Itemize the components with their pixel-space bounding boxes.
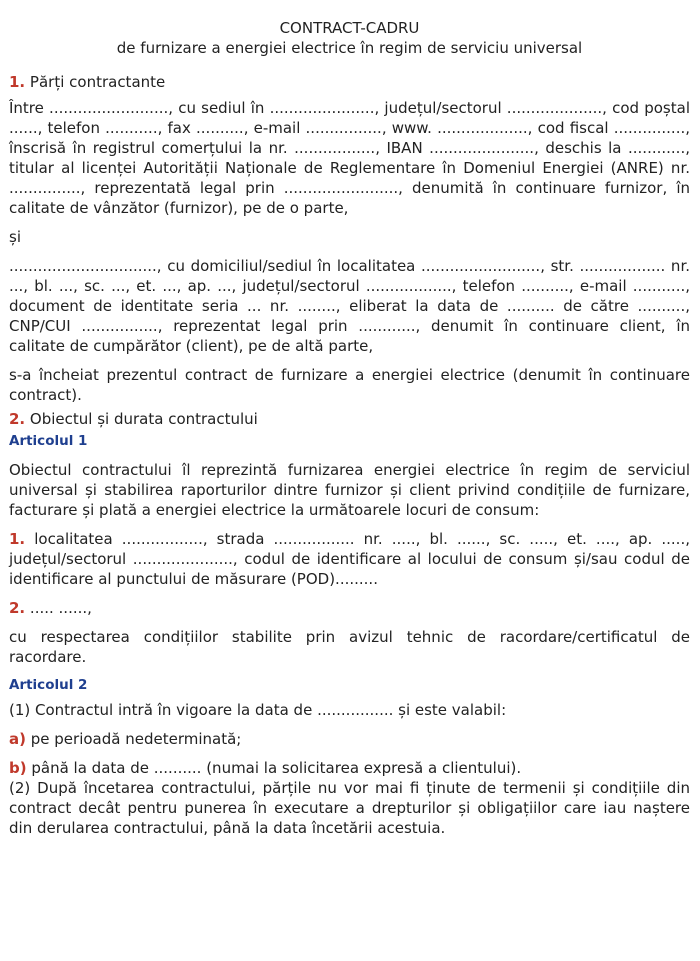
section-1-number: 1.: [9, 73, 26, 91]
section-1-title: Părți contractante: [29, 73, 166, 91]
document-title: CONTRACT-CADRU: [279, 19, 420, 37]
concluded-paragraph: s-a încheiat prezentul contract de furnizare a energiei electrice (denumit în continuare contract).: [9, 366, 690, 404]
client-paragraph: ..............................., cu domiciliul/sediul în localitatea ........................., str. .................. nr. ..., bl. ..., sc. ..., et. ..., ap. ..., județul/sectorul .................., telefon .........., e-mail ..........., document de identitate seria ... nr. ........, eliberat la data de .......... de către .........., CNP/CUI ................, reprezentat legal prin ............, denumit în continuare client, în calitate de cumpărător (client), pe de altă parte,: [9, 257, 690, 355]
article-1-closing: cu respectarea condițiilor stabilite prin avizul tehnic de racordare/certificatul de racordare.: [9, 628, 690, 666]
option-b-text: până la data de .......... (numai la solicitarea expresă a clientului).: [31, 759, 522, 777]
article-1-heading: Articolul 1: [9, 433, 88, 449]
consumption-place-2: [9, 598, 690, 618]
section-2-heading: [9, 409, 690, 429]
consumption-place-2-number: 2.: [9, 599, 26, 617]
conjunction-and: și: [9, 228, 21, 246]
section-2-title: Obiectul și durata contractului: [29, 410, 258, 428]
article-2-heading: Articolul 2: [9, 677, 88, 693]
consumption-place-2-text: ..... ......,: [29, 599, 92, 617]
article-2-paragraph-2: (2) După încetarea contractului, părțile nu vor mai fi ținute de termenii și condițiile din contract decât pentru punerea în executare a drepturilor și obligațiilor care iau naștere din derularea contractului, până la data încetării acestuia.: [9, 779, 690, 837]
consumption-place-1: [9, 529, 690, 589]
document-subtitle: de furnizare a energiei electrice în regim de serviciu universal: [116, 39, 583, 57]
article-1-text: Obiectul contractului îl reprezintă furnizarea energiei electrice în regim de serviciul universal și stabilirea raporturilor dintre furnizor și client privind condițiile de furnizare, facturare și plată a energiei electrice la următoarele locuri de consum:: [9, 461, 690, 519]
option-b: [9, 758, 690, 778]
supplier-paragraph: Între ........................., cu sediul în ......................, județul/sectorul ...................., cod poștal ......, telefon ..........., fax .........., e-mail ................, www. ..................., cod fiscal ..............., înscrisă în registrul comerțului la nr. ................., IBAN ......................, deschis la ............, titular al licenței Autorității Naționale de Reglementare în Domeniul Energiei (ANRE) nr. ..............., reprezentată legal prin ........................, denumită în continuare furnizor, în calitate de vânzător (furnizor), pe de o parte,: [9, 99, 690, 217]
section-2-number: 2.: [9, 410, 26, 428]
article-2-paragraph-1: (1) Contractul intră în vigoare la data de ................ și este valabil:: [9, 701, 507, 719]
option-a-label: a): [9, 730, 26, 748]
consumption-place-1-text: localitatea ................., strada ................. nr. ....., bl. ......, sc. ....., et. ...., ap. ....., județul/sectorul ....................., codul de identificare al locului de consum și/sau codul de identificare al punctului de măsurare (POD).........: [9, 530, 690, 588]
section-1-heading: [9, 72, 690, 92]
option-a: [9, 729, 690, 749]
consumption-place-1-number: 1.: [9, 530, 26, 548]
option-b-label: b): [9, 759, 27, 777]
option-a-text: pe perioadă nedeterminată;: [30, 730, 242, 748]
